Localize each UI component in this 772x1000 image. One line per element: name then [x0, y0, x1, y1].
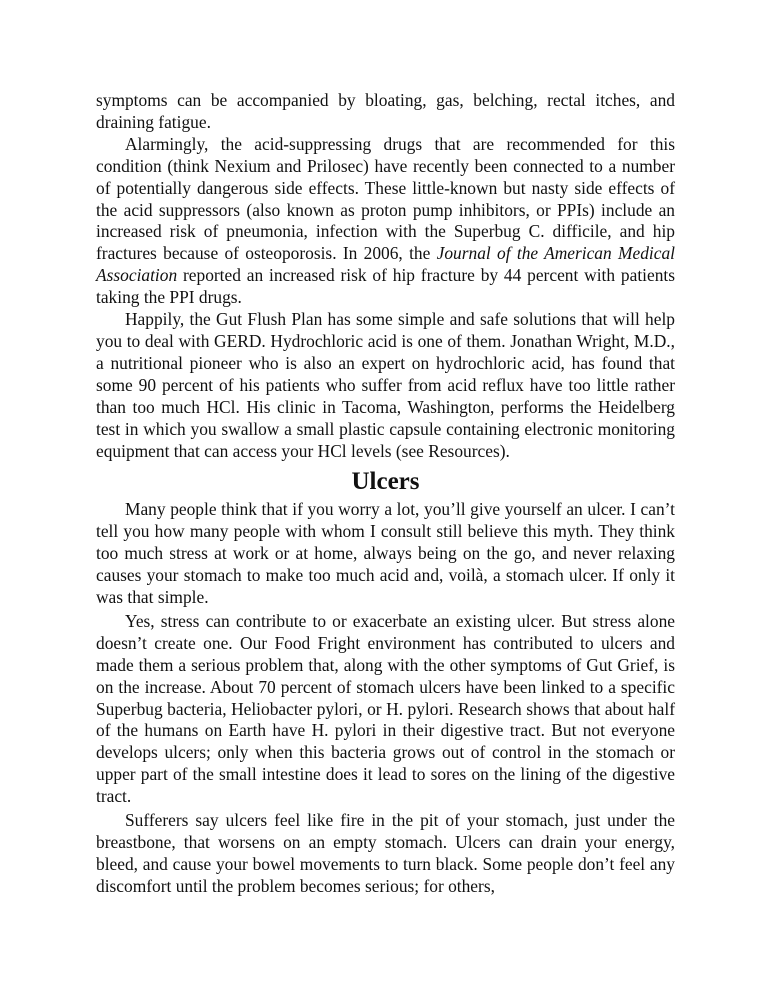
- book-page: [96, 90, 675, 898]
- journal-title: Journal of the American Medical Association: [96, 243, 675, 286]
- paragraph-stress: Yes, stress can contribute to or exacerbate an existing ulcer. But stress alone doesn’t create one. Our Food Fright environment has contributed to ulcers and made them a serious problem that, along with the other symptoms of Gut Grief, is on the increase. About 70 percent of stomach ulcers have been linked to a specific Superbug bacteria, Heliobacter pylori, or H. pylori. Research shows that about half of the humans on Earth have H. pylori in their digestive tract. But not everyone develops ulcers; only when this bacteria grows out of control in the stomach or upper part of the small intestine does it lead to sores on the lining of the digestive tract.: [96, 610, 675, 807]
- paragraph-text: Alarmingly, the acid-suppressing drugs that are recommended for this condition (think Nexium and Prilosec) have recently been connected to a number of potentially dangerous side effects. These little-known but nasty side effects of the acid suppressors (also known as proton pump inhibitors, or PPIs) include an increased risk of pneumonia, infection with the Superbug C. difficile, and hip fractures because of osteoporosis. In 2006, the: [96, 133, 675, 264]
- paragraph-continuation: symptoms can be accompanied by bloating, gas, belching, rectal itches, and draining fatigue.: [96, 90, 675, 132]
- paragraph-ulcer-myth: Many people think that if you worry a lot, you’ll give yourself an ulcer. I can’t tell you how many people with whom I consult still believe this myth. They think too much stress at work or at home, always being on the go, and never relaxing causes your stomach to make too much acid and, voilà, a stomach ulcer. If only it was that simple.: [96, 499, 675, 608]
- paragraph-text-end: reported an increased risk of hip fracture by 44 percent with patients taking the PPI drugs.: [96, 265, 675, 308]
- section-heading-ulcers: Ulcers: [351, 468, 420, 496]
- paragraph-acid-suppressors: [96, 134, 675, 309]
- paragraph-gut-flush: Happily, the Gut Flush Plan has some simple and safe solutions that will help you to deal with GERD. Hydrochloric acid is one of them. Jonathan Wright, M.D., a nutritional pioneer who is also an expert on hydrochloric acid, has found that some 90 percent of his patients who suffer from acid reflux have too little rather than too much HCl. His clinic in Tacoma, Washington, performs the Heidelberg test in which you swallow a small plastic capsule containing electronic monitoring equipment that can access your HCl levels (see Resources).: [96, 309, 675, 461]
- paragraph-symptoms: Sufferers say ulcers feel like fire in the pit of your stomach, just under the breastbone, that worsens on an empty stomach. Ulcers can drain your energy, bleed, and cause your bowel movements to turn black. Some people don’t feel any discomfort until the problem becomes serious; for others,: [96, 810, 675, 896]
